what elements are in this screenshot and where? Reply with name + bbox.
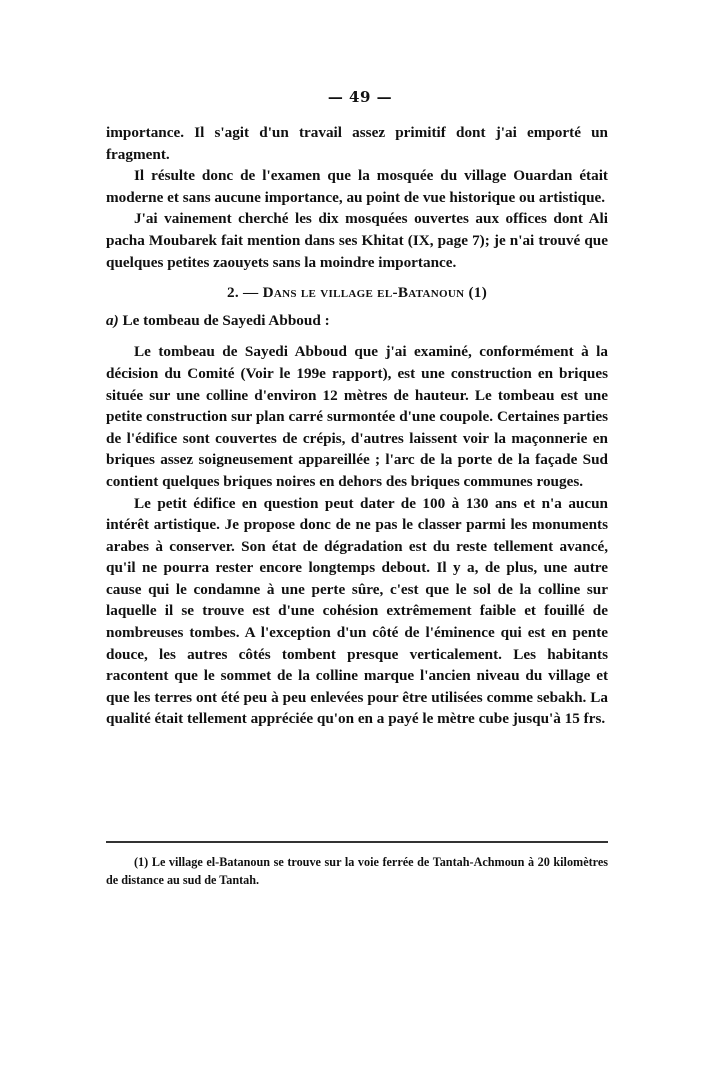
footnote-text (106, 853, 608, 889)
section-heading-text: 2. — Dans le village el-Batanoun (226, 284, 465, 302)
paragraph: Le tombeau de Sayedi Abboud que j'ai examiné, conformément à la décision du Comité (Voir le 199e rapport), est une construction en briques située sur une colline d'environ 12 mètres de hauteur. Le tombeau est une petite construction sur plan carré surmontée d'une coupole. Certaines parties de l'édifice sont couvertes de crépis, d'autres laissent voir la maçonnerie en briques assez soigneusement appareillée ; l'arc de la porte de la façade Sud contient quelques briques noires en dehors des briques communes rouges. (106, 343, 608, 490)
page-number: — 49 — (327, 88, 393, 106)
paragraph: J'ai vainement cherché les dix mosquées ouvertes aux offices dont Ali pacha Moubarek fait mention dans ses Khitat (IX, page 7); je n'ai trouvé que quelques petites zaouyets sans la moindre importance. (106, 210, 608, 271)
section-heading (106, 282, 608, 304)
footnote-body: Le village el-Batanoun se trouve sur la voie ferrée de Tantah-Achmoun à 20 kilomètres de distance au sud de Tantah. (106, 855, 608, 887)
paragraph: Il résulte donc de l'examen que la mosquée du village Ouardan était moderne et sans aucune importance, au point de vue historique ou artistique. (106, 167, 608, 206)
footnote-marker: (1) (134, 855, 149, 869)
subsection-letter: a) (106, 311, 119, 329)
body-text (106, 122, 608, 730)
subsection-heading (106, 310, 608, 332)
paragraph: Le petit édifice en question peut dater de 100 à 130 ans et n'a aucun intérêt artistique. Je propose donc de ne pas le classer parmi les monuments arabes à conserver. Son état de dégradation est du reste tellement avancé, qu'il ne pourra rester encore longtemps debout. Il y a, de plus, une autre cause qui le condamne à une perte sûre, c'est que le sol de la colline sur laquelle il se trouve est d'une cohésion extrêmement faible et fouillé de nombreuses tombes. A l'exception d'un côté de l'éminence qui est en pente douce, les autres côtés tombent presque verticalement. Les habitants racontent que le sommet de la colline marque l'ancien niveau du village et que les terres ont été peu à peu enlevées pour être utilisées comme sebakh. La qualité était tellement appréciée qu'on en a payé le mètre cube jusqu'à 15 frs. (106, 494, 608, 728)
subsection-title: Le tombeau de Sayedi Abboud : (122, 311, 330, 329)
footnote-reference: (1) (468, 284, 488, 302)
paragraph: importance. Il s'agit d'un travail assez primitif dont j'ai emporté un fragment. (106, 124, 608, 163)
footnote-divider (106, 841, 608, 843)
footnote (106, 853, 608, 889)
